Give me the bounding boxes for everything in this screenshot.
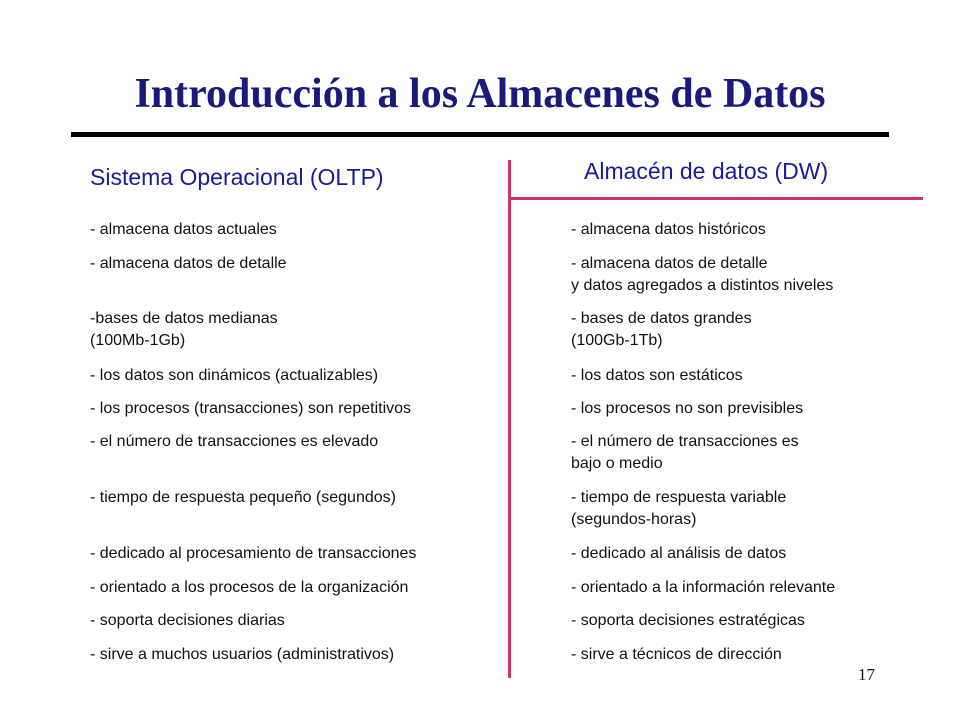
oltp-item: - almacena datos de detalle: [90, 255, 287, 272]
oltp-item: - el número de transacciones es elevado: [90, 433, 379, 450]
dw-item: - almacena datos de detalle y datos agregados a distintos niveles: [571, 255, 834, 294]
oltp-item: - orientado a los procesos de la organización: [90, 579, 409, 596]
oltp-item: - los procesos (transacciones) son repetitivos: [90, 400, 412, 417]
column-divider: [508, 160, 511, 678]
dw-item: - orientado a la información relevante: [571, 579, 836, 596]
oltp-item: - los datos son dinámicos (actualizables): [90, 367, 379, 384]
page-number: 17: [858, 665, 875, 684]
oltp-item: - almacena datos actuales: [90, 221, 277, 238]
dw-item: - sirve a técnicos de dirección: [571, 646, 782, 663]
oltp-item: - dedicado al procesamiento de transacciones: [90, 545, 417, 562]
slide-title: Introducción a los Almacenes de Datos: [134, 71, 826, 117]
dw-item: - bases de datos grandes (100Gb-1Tb): [571, 310, 752, 349]
oltp-item: -bases de datos medianas (100Mb-1Gb): [90, 310, 278, 349]
dw-item: - el número de transacciones es bajo o medio: [571, 433, 799, 472]
oltp-item: - sirve a muchos usuarios (administrativos): [90, 646, 395, 663]
title-underline: [71, 132, 889, 137]
oltp-heading: Sistema Operacional (OLTP): [90, 164, 384, 190]
dw-item: - almacena datos históricos: [571, 221, 766, 238]
dw-item: - los procesos no son previsibles: [571, 400, 804, 417]
dw-item: - los datos son estáticos: [571, 367, 743, 384]
dw-item: - tiempo de respuesta variable (segundos-horas): [571, 489, 787, 528]
oltp-item: - soporta decisiones diarias: [90, 612, 285, 629]
dw-heading: Almacén de datos (DW): [584, 158, 829, 184]
dw-item: - dedicado al análisis de datos: [571, 545, 787, 562]
dw-item: - soporta decisiones estratégicas: [571, 612, 805, 629]
oltp-item: - tiempo de respuesta pequeño (segundos): [90, 489, 396, 506]
header-divider: [510, 197, 923, 200]
